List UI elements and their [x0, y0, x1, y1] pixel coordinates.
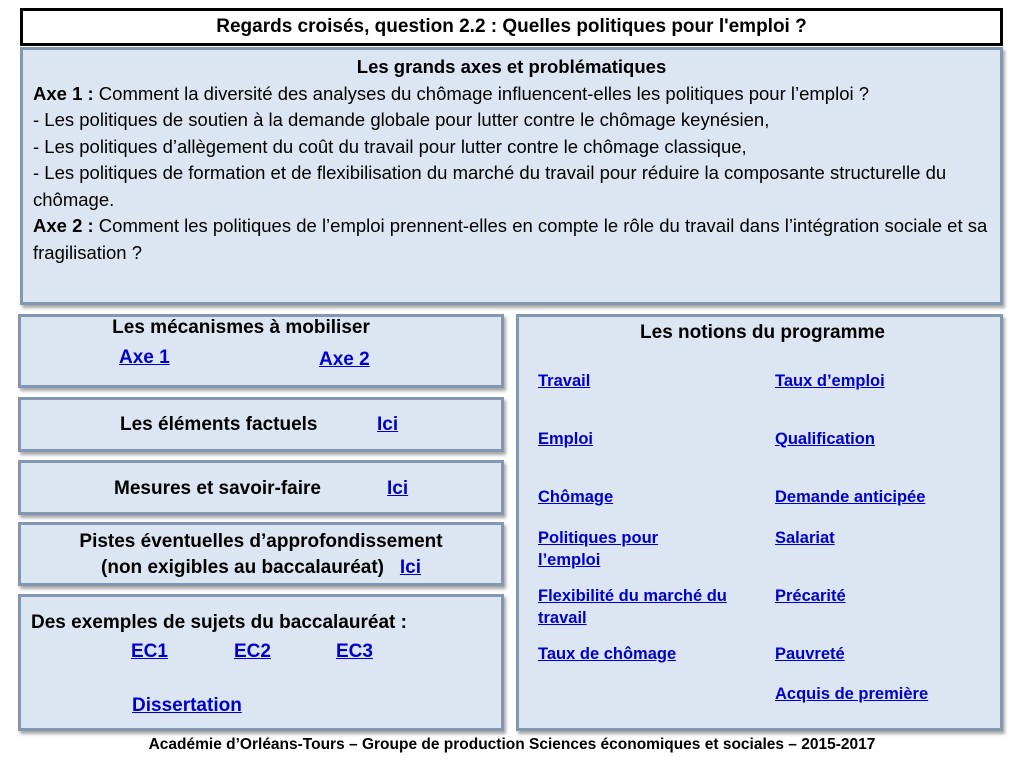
axe2-label: Axe 2 :	[33, 215, 94, 236]
ec1-link[interactable]: EC1	[131, 641, 168, 662]
pistes-line2: (non exigibles au baccalauréat)	[101, 557, 384, 578]
dissertation-link[interactable]: Dissertation	[132, 695, 242, 716]
mecanismes-panel	[18, 314, 504, 388]
axe1-link[interactable]: Axe 1	[119, 347, 170, 368]
pistes-line1: Pistes éventuelles d’approfondissement	[79, 531, 443, 552]
notion-salariat-link[interactable]: Salariat	[775, 529, 835, 547]
notion-travail-link[interactable]: Travail	[538, 372, 591, 390]
bullet-structurel: - Les politiques de formation et de flexibilisation du marché du travail pour réduire la composante structurelle du chômage.	[33, 162, 947, 210]
elements-factuels-link[interactable]: Ici	[377, 414, 399, 435]
notion-politiques-emploi-link[interactable]: Politiques pour l’emploi	[538, 529, 659, 569]
notion-taux-chomage-link[interactable]: Taux de chômage	[538, 645, 677, 663]
elements-factuels-panel	[18, 397, 504, 452]
pistes-link[interactable]: Ici	[399, 557, 421, 578]
footer-credit: Académie d’Orléans-Tours – Groupe de production Sciences économiques et sociales – 2015-2017	[148, 736, 876, 753]
exemples-panel	[18, 594, 504, 731]
axes-heading: Les grands axes et problématiques	[356, 56, 667, 77]
notions-heading: Les notions du programme	[640, 322, 885, 343]
mesures-panel	[18, 460, 504, 515]
ec3-link[interactable]: EC3	[336, 641, 373, 662]
notion-chomage-link[interactable]: Chômage	[538, 488, 614, 506]
notions-panel	[516, 314, 1003, 731]
mesures-link[interactable]: Ici	[387, 478, 409, 499]
axe1-paragraph	[33, 81, 990, 108]
mecanismes-heading: Les mécanismes à mobiliser	[112, 317, 370, 338]
page-title: Regards croisés, question 2.2 : Quelles politiques pour l'emploi ?	[20, 8, 1003, 46]
notion-qualification-link[interactable]: Qualification	[775, 430, 875, 448]
notion-taux-emploi-link[interactable]: Taux d’emploi	[775, 372, 885, 390]
notion-emploi-link[interactable]: Emploi	[538, 430, 594, 448]
notion-acquis-premiere-link[interactable]: Acquis de première	[775, 685, 929, 703]
axe2-paragraph	[33, 213, 990, 266]
bullet-classique: - Les politiques d’allègement du coût du travail pour lutter contre le chômage classique,	[33, 135, 747, 157]
axe2-link[interactable]: Axe 2	[319, 349, 370, 370]
notion-demande-anticipee-link[interactable]: Demande anticipée	[775, 488, 926, 506]
axes-panel	[20, 47, 1003, 305]
notion-flexibilite-link[interactable]: Flexibilité du marché du travail	[538, 587, 727, 627]
notion-pauvrete-link[interactable]: Pauvreté	[775, 645, 845, 663]
exemples-label: Des exemples de sujets du baccalauréat :	[31, 612, 407, 633]
bullet-keynesien: - Les politiques de soutien à la demande globale pour lutter contre le chômage keynésien,	[33, 109, 770, 130]
notion-precarite-link[interactable]: Précarité	[775, 587, 846, 605]
mesures-label: Mesures et savoir-faire	[114, 478, 321, 499]
pistes-line2-row	[21, 555, 501, 581]
axe1-label: Axe 1 :	[33, 82, 94, 104]
elements-factuels-label: Les éléments factuels	[120, 414, 318, 435]
pistes-panel	[18, 522, 504, 586]
ec2-link[interactable]: EC2	[234, 641, 271, 662]
axe1-text: Comment la diversité des analyses du chômage influencent-elles les politiques pour l’emploi ?	[93, 82, 870, 104]
axe2-text: Comment les politiques de l’emploi prennent-elles en compte le rôle du travail dans l’intégration sociale et sa fragilisation ?	[33, 215, 988, 263]
